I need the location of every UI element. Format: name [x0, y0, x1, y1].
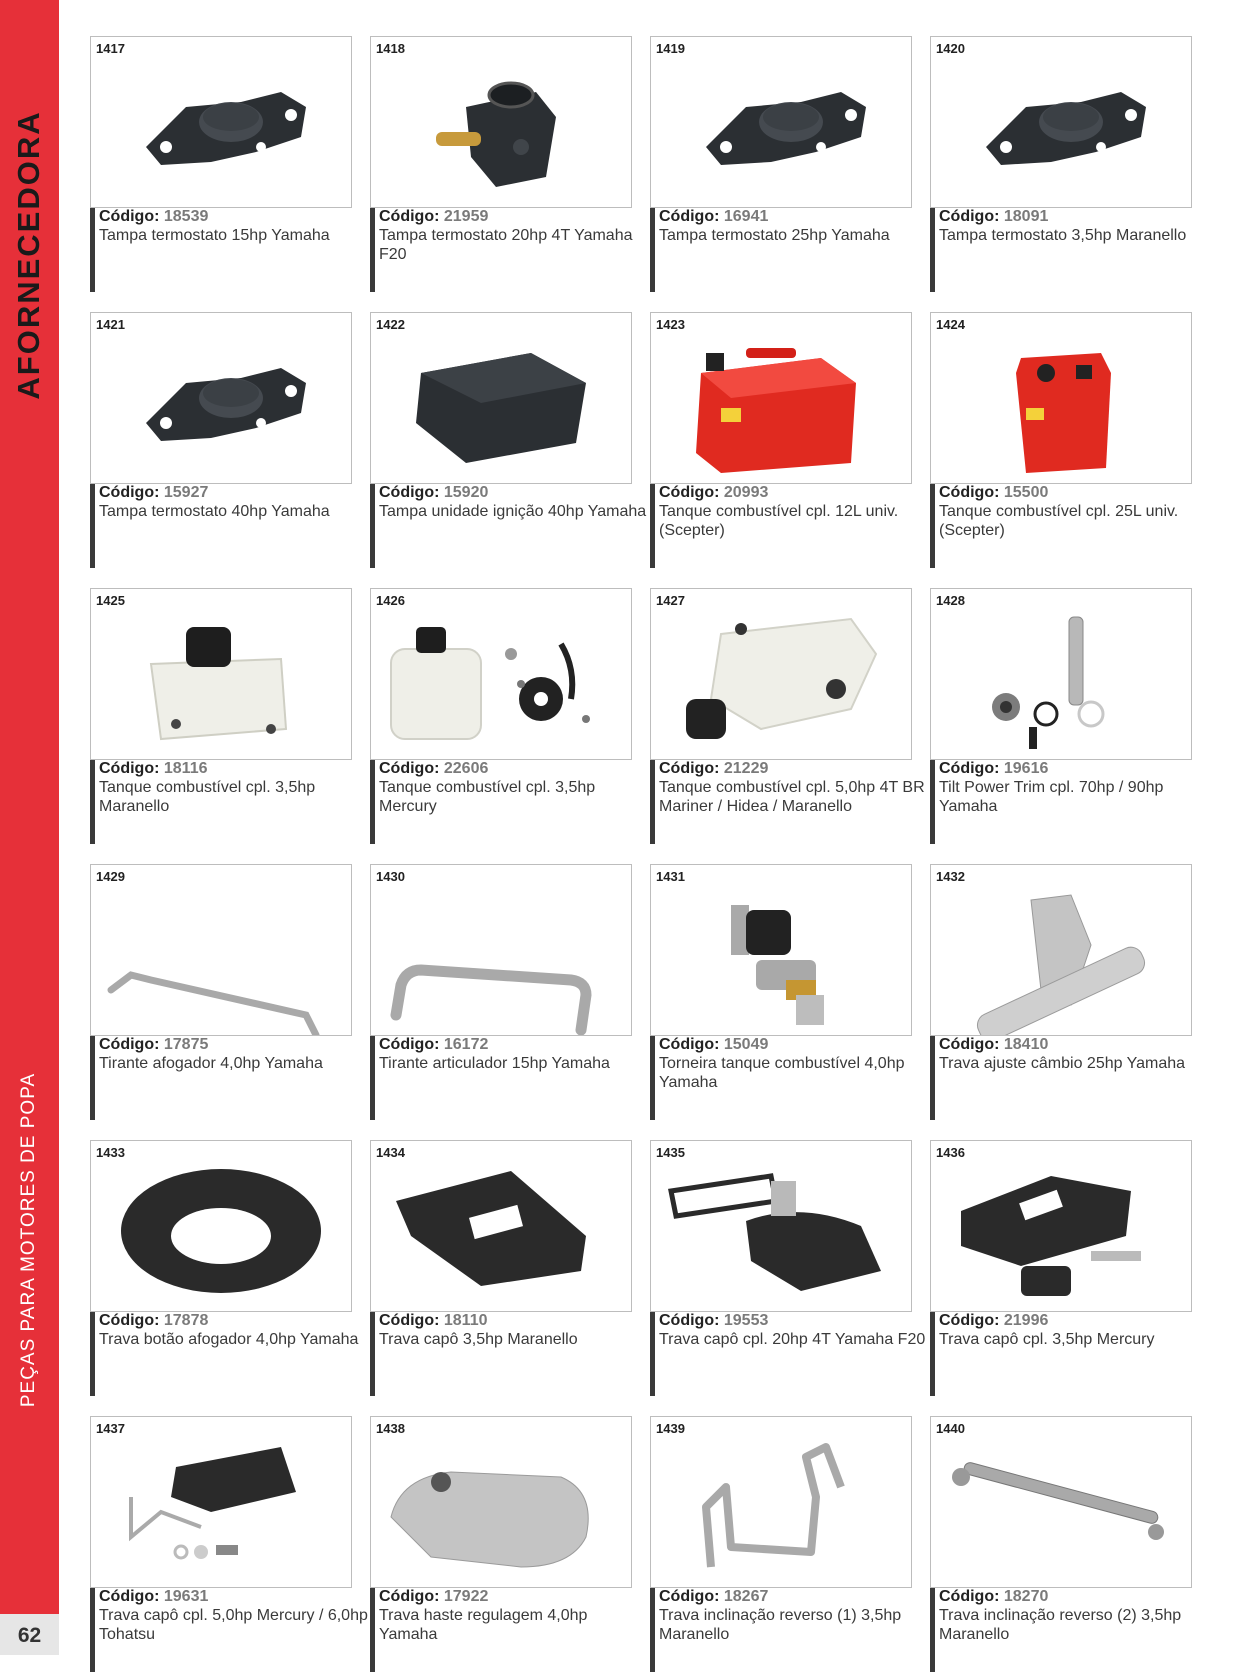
- product-code: [939, 208, 1048, 226]
- item-number: 1434: [376, 1145, 405, 1160]
- cowl-clamp-icon: [651, 1141, 911, 1311]
- product-code: [379, 484, 488, 502]
- item-number: 1437: [96, 1421, 125, 1436]
- code-value: 15920: [443, 484, 489, 501]
- product-code: [379, 760, 488, 778]
- code-value: 21229: [723, 760, 769, 777]
- product-name: Tirante articulador 15hp Yamaha: [379, 1055, 610, 1072]
- code-value: 15049: [723, 1036, 769, 1053]
- fuel-tank-icon: [651, 313, 911, 483]
- code-value: 18410: [1003, 1036, 1049, 1053]
- item-number: 1422: [376, 317, 405, 332]
- code-value: 18270: [1003, 1588, 1049, 1605]
- product-code: [939, 1588, 1048, 1606]
- product-name: Tampa termostato 40hp Yamaha: [99, 503, 330, 520]
- code-label: Código:: [379, 1588, 440, 1605]
- code-label: Código:: [939, 1036, 1000, 1053]
- product-code: [99, 1036, 208, 1054]
- section-title: [0, 1030, 59, 1450]
- product-code: [659, 1036, 768, 1054]
- product-code: [379, 1312, 487, 1330]
- product-name: Tanque combustível cpl. 3,5hp Mercury: [379, 779, 596, 815]
- product-photo: [90, 312, 352, 484]
- small-fuel-tank-icon: [91, 589, 351, 759]
- code-value: 22606: [443, 760, 489, 777]
- product-description: [90, 1588, 370, 1672]
- product-name: Tanque combustível cpl. 12L univ. (Scepter): [659, 503, 899, 539]
- code-label: Código:: [659, 760, 720, 777]
- code-value: 18267: [723, 1588, 769, 1605]
- item-number: 1419: [656, 41, 685, 56]
- product-photo: [650, 1140, 912, 1312]
- item-number: 1433: [96, 1145, 125, 1160]
- fuel-valve-icon: [651, 865, 911, 1035]
- code-label: Código:: [939, 1588, 1000, 1605]
- product-description: [930, 208, 1210, 292]
- cowl-latch-lever-icon: [91, 1417, 351, 1587]
- product-description: [370, 1036, 650, 1120]
- code-label: Código:: [659, 1588, 720, 1605]
- reverse-lock-pin-icon: [931, 1417, 1191, 1587]
- product-description: [930, 484, 1210, 568]
- linkage-rod-icon: [371, 865, 631, 1035]
- product-description: [370, 484, 650, 568]
- product-description: [90, 484, 370, 568]
- product-name: Trava inclinação reverso (2) 3,5hp Maranello: [939, 1607, 1182, 1643]
- item-number: 1417: [96, 41, 125, 56]
- product-card: [370, 1416, 632, 1674]
- product-photo: [370, 1416, 632, 1588]
- product-card: [90, 1416, 368, 1674]
- item-number: 1436: [936, 1145, 965, 1160]
- product-card: [650, 864, 912, 1122]
- pin-kit-icon: [931, 589, 1191, 759]
- product-card: [90, 1140, 359, 1398]
- code-value: 17878: [163, 1312, 209, 1329]
- product-photo: [930, 1416, 1192, 1588]
- code-label: Código:: [939, 760, 1000, 777]
- product-card: [370, 864, 632, 1122]
- item-number: 1418: [376, 41, 405, 56]
- code-label: Código:: [939, 1312, 1000, 1329]
- code-label: Código:: [659, 208, 720, 225]
- product-card: [650, 1416, 912, 1674]
- product-name: Trava ajuste câmbio 25hp Yamaha: [939, 1055, 1186, 1072]
- code-value: 15927: [163, 484, 209, 501]
- product-code: [939, 484, 1048, 502]
- product-description: [650, 1588, 930, 1672]
- item-number: 1421: [96, 317, 125, 332]
- item-number: 1428: [936, 593, 965, 608]
- product-description: [370, 760, 650, 844]
- code-label: Código:: [659, 484, 720, 501]
- product-name: Trava haste regulagem 4,0hp Yamaha: [379, 1607, 588, 1643]
- code-label: Código:: [99, 760, 160, 777]
- product-code: [99, 484, 208, 502]
- product-card: [370, 312, 647, 570]
- product-photo: [930, 36, 1192, 208]
- product-photo: [370, 36, 632, 208]
- product-name: Trava capô cpl. 5,0hp Mercury / 6,0hp Tohatsu: [99, 1607, 368, 1643]
- code-value: 21959: [443, 208, 489, 225]
- product-description: [370, 1312, 650, 1396]
- code-value: 17922: [443, 1588, 489, 1605]
- product-card: [90, 588, 352, 846]
- product-description: [90, 760, 370, 844]
- item-number: 1438: [376, 1421, 405, 1436]
- brand-name: AFORNECEDORA: [11, 110, 46, 400]
- adjust-lock-icon: [371, 1417, 631, 1587]
- product-photo: [650, 36, 912, 208]
- item-number: 1431: [656, 869, 685, 884]
- product-code: [379, 1588, 488, 1606]
- thermostat-cover-icon: [651, 37, 911, 207]
- product-name: Tampa termostato 25hp Yamaha: [659, 227, 890, 244]
- item-number: 1423: [656, 317, 685, 332]
- product-card: [930, 36, 1192, 294]
- product-name: Trava capô cpl. 3,5hp Mercury: [939, 1331, 1155, 1348]
- product-grid: [90, 36, 1187, 1643]
- product-description: [930, 1312, 1210, 1396]
- thermostat-housing-icon: [371, 37, 631, 207]
- product-name: Tampa unidade ignição 40hp Yamaha: [379, 503, 647, 520]
- product-card: [370, 588, 632, 846]
- product-photo: [370, 864, 632, 1036]
- code-label: Código:: [379, 208, 440, 225]
- fuel-tank-molded-icon: [651, 589, 911, 759]
- code-label: Código:: [659, 1036, 720, 1053]
- product-photo: [90, 864, 352, 1036]
- product-code: [99, 760, 207, 778]
- product-description: [650, 484, 930, 568]
- product-card: [930, 588, 1192, 846]
- code-value: 15500: [1003, 484, 1049, 501]
- code-label: Código:: [379, 760, 440, 777]
- item-number: 1435: [656, 1145, 685, 1160]
- product-name: Tampa termostato 3,5hp Maranello: [939, 227, 1187, 244]
- thermostat-cover-icon: [91, 37, 351, 207]
- product-code: [659, 1588, 768, 1606]
- product-photo: [90, 588, 352, 760]
- item-number: 1420: [936, 41, 965, 56]
- product-photo: [370, 1140, 632, 1312]
- code-label: Código:: [379, 484, 440, 501]
- product-name: Tampa termostato 20hp 4T Yamaha F20: [379, 227, 633, 263]
- item-number: 1439: [656, 1421, 685, 1436]
- product-card: [650, 588, 925, 846]
- product-name: Torneira tanque combustível 4,0hp Yamaha: [659, 1055, 905, 1091]
- code-value: 21996: [1003, 1312, 1049, 1329]
- product-card: [650, 1140, 926, 1398]
- product-description: [90, 208, 370, 292]
- fuel-tank-kit-icon: [371, 589, 631, 759]
- item-number: 1424: [936, 317, 965, 332]
- product-name: Tanque combustível cpl. 3,5hp Maranello: [99, 779, 316, 815]
- product-code: [379, 1036, 488, 1054]
- product-photo: [930, 588, 1192, 760]
- product-code: [379, 208, 488, 226]
- product-code: [99, 208, 208, 226]
- code-label: Código:: [939, 484, 1000, 501]
- thermostat-cover-icon: [91, 313, 351, 483]
- product-photo: [930, 1140, 1192, 1312]
- product-card: [650, 36, 912, 294]
- product-photo: [90, 36, 352, 208]
- page-number: 62: [17, 1624, 42, 1647]
- product-name: Tirante afogador 4,0hp Yamaha: [99, 1055, 323, 1072]
- product-code: [659, 208, 768, 226]
- shift-lock-icon: [931, 865, 1191, 1035]
- product-description: [90, 1312, 370, 1396]
- product-description: [90, 1036, 370, 1120]
- product-description: [650, 1312, 930, 1396]
- product-description: [930, 760, 1210, 844]
- product-code: [659, 760, 768, 778]
- product-card: [90, 36, 352, 294]
- product-description: [650, 760, 930, 844]
- cowl-latch-kit-icon: [931, 1141, 1191, 1311]
- item-number: 1429: [96, 869, 125, 884]
- product-card: [370, 36, 632, 294]
- product-photo: [930, 864, 1192, 1036]
- item-number: 1440: [936, 1421, 965, 1436]
- code-value: 18116: [163, 760, 208, 777]
- reverse-lock-hook-icon: [651, 1417, 911, 1587]
- brand-logo: [0, 110, 59, 400]
- code-value: 18110: [443, 1312, 488, 1329]
- choke-rod-icon: [91, 865, 351, 1035]
- product-card: [930, 1140, 1192, 1398]
- product-name: Tilt Power Trim cpl. 70hp / 90hp Yamaha: [939, 779, 1164, 815]
- item-number: 1427: [656, 593, 685, 608]
- product-name: Trava capô 3,5hp Maranello: [379, 1331, 578, 1348]
- foam-ring-icon: [91, 1141, 351, 1311]
- sidebar: [0, 0, 59, 1614]
- product-name: Trava botão afogador 4,0hp Yamaha: [99, 1331, 359, 1348]
- code-value: 17875: [163, 1036, 209, 1053]
- product-photo: [370, 312, 632, 484]
- product-description: [930, 1036, 1210, 1120]
- product-code: [659, 484, 768, 502]
- code-value: 18539: [163, 208, 209, 225]
- ignition-cover-icon: [371, 313, 631, 483]
- code-value: 20993: [723, 484, 769, 501]
- product-code: [939, 760, 1048, 778]
- product-name: Tanque combustível cpl. 5,0hp 4T BR Mariner / Hidea / Maranello: [659, 779, 925, 815]
- cowl-latch-icon: [371, 1141, 631, 1311]
- product-photo: [650, 312, 912, 484]
- code-label: Código:: [379, 1312, 440, 1329]
- code-value: 16172: [443, 1036, 489, 1053]
- code-value: 19631: [163, 1588, 209, 1605]
- product-description: [930, 1588, 1210, 1672]
- product-code: [99, 1588, 208, 1606]
- code-label: Código:: [99, 1036, 160, 1053]
- product-name: Trava capô cpl. 20hp 4T Yamaha F20: [659, 1331, 926, 1348]
- product-card: [930, 1416, 1192, 1674]
- section-title-text: PEÇAS PARA MOTORES DE POPA: [18, 1072, 39, 1408]
- product-card: [370, 1140, 632, 1398]
- code-value: 16941: [723, 208, 769, 225]
- product-code: [99, 1312, 208, 1330]
- product-photo: [370, 588, 632, 760]
- product-code: [939, 1312, 1048, 1330]
- item-number: 1426: [376, 593, 405, 608]
- code-value: 19553: [723, 1312, 769, 1329]
- code-label: Código:: [379, 1036, 440, 1053]
- product-code: [659, 1312, 768, 1330]
- product-description: [650, 1036, 930, 1120]
- product-code: [939, 1036, 1048, 1054]
- product-photo: [930, 312, 1192, 484]
- page-number-box: [0, 1614, 59, 1655]
- code-label: Código:: [659, 1312, 720, 1329]
- product-description: [370, 1588, 650, 1672]
- thermostat-cover-icon: [931, 37, 1191, 207]
- code-label: Código:: [939, 208, 1000, 225]
- code-value: 19616: [1003, 760, 1049, 777]
- fuel-tank-tall-icon: [931, 313, 1191, 483]
- product-photo: [650, 1416, 912, 1588]
- product-name: Tampa termostato 15hp Yamaha: [99, 227, 330, 244]
- product-photo: [650, 864, 912, 1036]
- product-card: [90, 864, 352, 1122]
- code-label: Código:: [99, 484, 160, 501]
- product-photo: [90, 1416, 352, 1588]
- product-photo: [650, 588, 912, 760]
- product-name: Tanque combustível cpl. 25L univ. (Scepter): [939, 503, 1179, 539]
- product-description: [650, 208, 930, 292]
- product-card: [930, 864, 1192, 1122]
- code-value: 18091: [1003, 208, 1049, 225]
- code-label: Código:: [99, 1312, 160, 1329]
- product-card: [650, 312, 912, 570]
- product-name: Trava inclinação reverso (1) 3,5hp Maranello: [659, 1607, 902, 1643]
- product-card: [930, 312, 1192, 570]
- code-label: Código:: [99, 208, 160, 225]
- product-photo: [90, 1140, 352, 1312]
- item-number: 1425: [96, 593, 125, 608]
- item-number: 1432: [936, 869, 965, 884]
- item-number: 1430: [376, 869, 405, 884]
- code-label: Código:: [99, 1588, 160, 1605]
- product-description: [370, 208, 650, 292]
- product-card: [90, 312, 352, 570]
